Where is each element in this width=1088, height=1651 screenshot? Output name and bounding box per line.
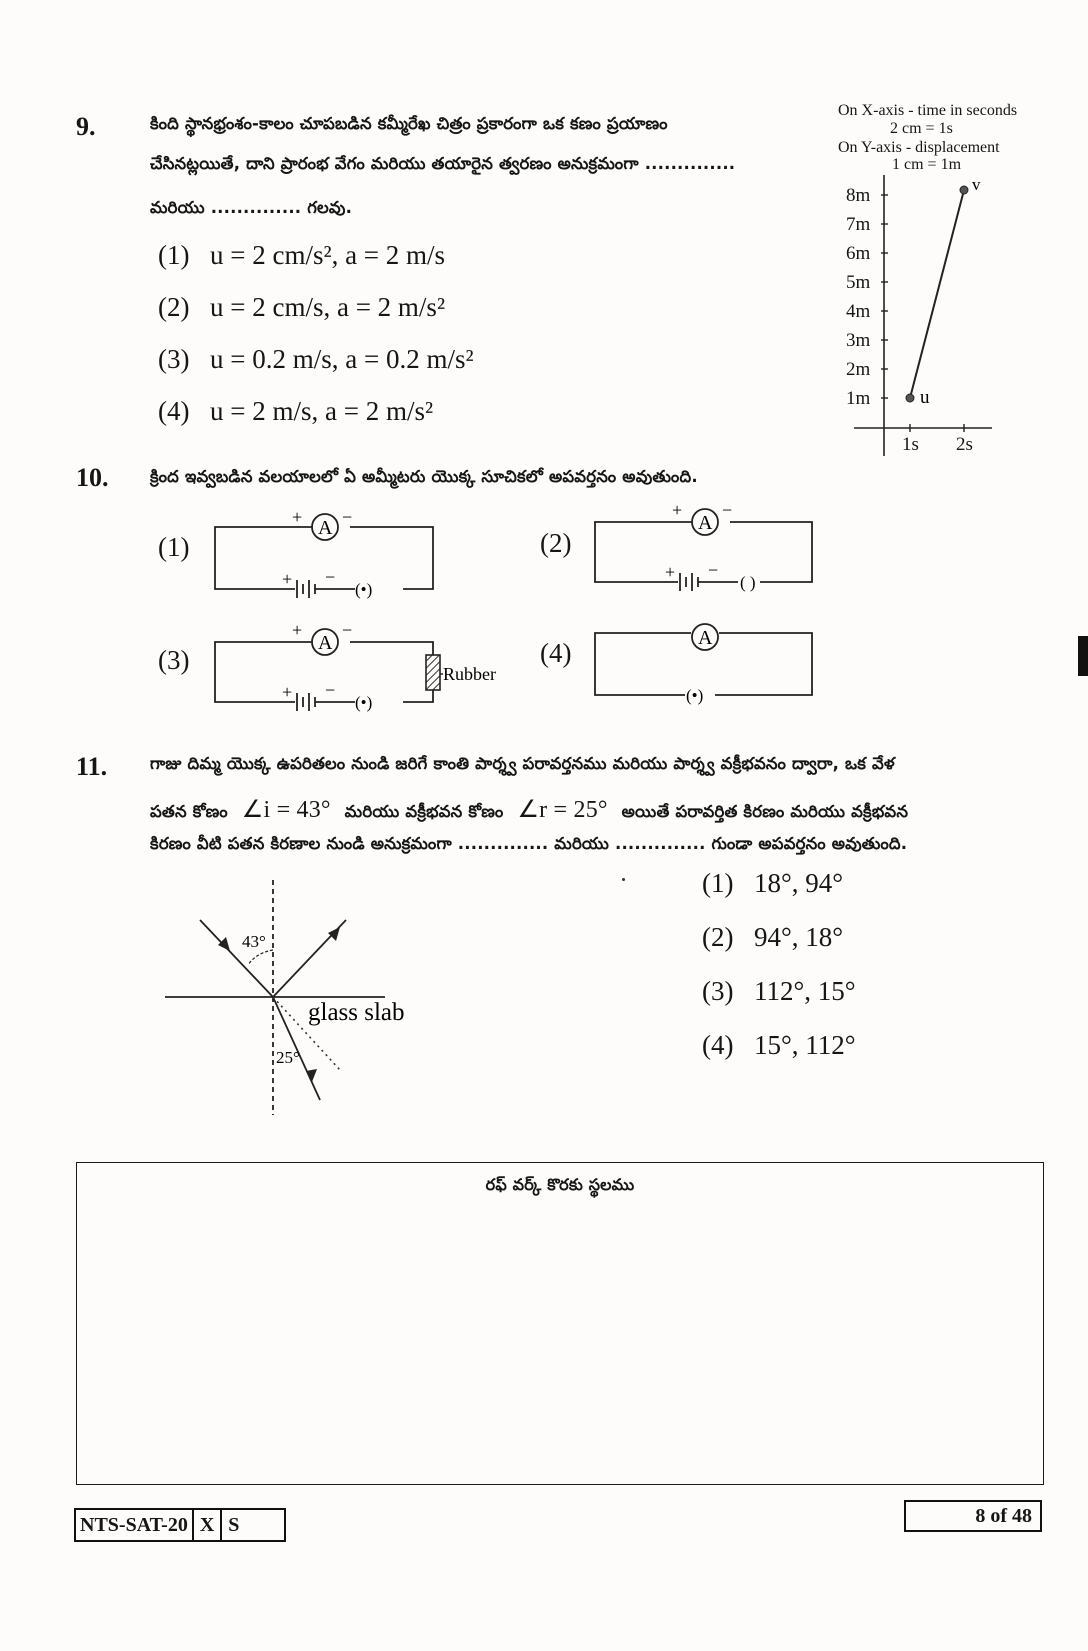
option-number: (4) [158,396,190,426]
option-text: u = 0.2 m/s, a = 0.2 m/s² [210,344,474,374]
angle-r: ∠r = 25° [517,797,608,823]
q9-number: 9. [76,112,96,141]
q11-number: 11. [76,752,108,781]
q11-option-2[interactable] [702,922,843,953]
page-number: 8 of 48 [904,1500,1042,1532]
refraction-diagram [160,875,450,1120]
q11-text-part: అయితే పరావర్తిత కిరణం మరియు వక్రీభవన [621,802,909,821]
angle-i-label: 43° [242,932,266,951]
graph-line [910,190,964,398]
plus-sign: + [672,500,683,520]
option-text: 112°, 15° [754,976,856,1006]
graph-y-axis-note: On Y-axis - displacement [838,139,1000,156]
plus-sign: + [282,682,293,702]
minus-sign: − [325,680,336,700]
arrow-icon [328,927,340,941]
footer-code-box [74,1508,286,1542]
q9-text-line1: కింది స్థానభ్రంశం-కాలం చూపబడిన కమ్మీరేఖ చిత్రం ప్రకారంగా ఒక కణం ప్రయాణం [150,114,668,133]
y-tick-label: 8m [846,185,871,206]
x-tick-label: 1s [902,434,919,455]
option-text: 18°, 94° [754,868,844,898]
option-text: u = 2 cm/s², a = 2 m/s [210,240,446,270]
y-tick-label: 1m [846,388,871,409]
key-open: ( ) [740,573,756,592]
glass-slab-label: glass slab [308,999,405,1026]
plus-sign: + [665,562,676,582]
y-tick-label: 3m [846,330,871,351]
option-number: (1) [702,868,734,898]
rough-work-box[interactable] [76,1162,1044,1485]
minus-sign: − [722,500,733,520]
circuit-1 [205,505,445,605]
q11-text-line3: కిరణం వీటి పతన కిరణాల నుండి అనుక్రమంగా .............. మరియు .............. గుండా అపవర్తనం అవుతుంది. [150,834,908,853]
q9-option-2[interactable] [158,292,445,323]
q11-option-4[interactable] [702,1030,856,1061]
minus-sign: − [342,507,353,527]
circuit-3 [205,620,515,720]
option-number: (4) [540,638,572,668]
option-text: 94°, 18° [754,922,844,952]
q9-option-4[interactable] [158,396,433,427]
y-tick-label: 2m [846,359,871,380]
graph-y-scale: 1 cm = 1m [892,156,962,173]
point-u [906,394,914,402]
point-u-label: u [920,387,930,408]
rough-work-title: రఫ్ వర్క్ కొరకు స్థలము [485,1175,635,1194]
class-code: X [194,1510,222,1540]
minus-sign: − [708,560,719,580]
circuit-2 [590,500,830,600]
q9-text-line2: చేసినట్లయితే, దాని ప్రారంభ వేగం మరియు తయారైన త్వరణం అనుక్రమంగా .............. [150,154,736,173]
paper-code: NTS-SAT-20 [76,1510,194,1540]
q10-option-1[interactable] [158,532,189,563]
minus-sign: − [342,620,353,640]
q11-text-line2 [150,795,908,825]
q9-text-line3: మరియు .............. గలవు. [150,198,353,217]
ammeter-label: A [318,517,333,539]
graph-x-axis-note: On X-axis - time in seconds [838,102,1018,119]
option-number: (2) [702,922,734,952]
ammeter-label: A [698,627,713,649]
key-closed: (•) [686,686,704,705]
y-tick-label: 6m [846,243,871,264]
ammeter-label: A [698,512,713,534]
option-number: (2) [540,528,572,558]
option-number: (3) [702,976,734,1006]
minus-sign: − [325,567,336,587]
option-number: (3) [158,344,190,374]
y-tick-label: 5m [846,272,871,293]
speck [622,878,625,881]
q10-option-2[interactable] [540,528,571,559]
q10-option-4[interactable] [540,638,571,669]
arrow-icon [218,937,230,951]
q9-option-3[interactable] [158,344,474,375]
option-text: u = 2 cm/s, a = 2 m/s² [210,292,446,322]
arrow-icon [306,1069,317,1082]
option-number: (4) [702,1030,734,1060]
rubber-insulator [426,655,440,690]
key-closed: (•) [355,580,373,599]
point-v-label: v [972,175,981,194]
q10-text: క్రింద ఇవ్వబడిన వలయాలలో ఏ అమ్మీటరు యొక్క సూచికలో అపవర్తనం అవుతుంది. [150,467,698,486]
option-number: (3) [158,645,190,675]
graph-x-scale: 2 cm = 1s [890,120,953,137]
q10-number: 10. [76,463,109,492]
q11-text-line1: గాజు దిమ్మ యొక్క ఉపరితలం నుండి జరిగే కాంతి పార్శ్వ పరావర్తనము మరియు పార్శ్వ వక్రీభవనం ద్వారా, ఒక వేళ [150,754,895,773]
point-v [960,186,968,194]
q11-text-part: మరియు వక్రీభవన కోణం [344,802,504,821]
ammeter-label: A [318,632,333,654]
plus-sign: + [292,620,303,640]
q11-text-part: పతన కోణం [150,802,228,821]
option-number: (2) [158,292,190,322]
plus-sign: + [282,569,293,589]
circuit-4 [590,620,830,710]
option-number: (1) [158,532,190,562]
plus-sign: + [292,507,303,527]
q11-option-1[interactable] [702,868,843,899]
q10-option-3[interactable] [158,645,189,676]
option-number: (1) [158,240,190,270]
edge-mark [1078,636,1088,676]
angle-i: ∠i = 43° [241,797,331,823]
key-closed: (•) [355,693,373,712]
medium-code: S [228,1514,240,1536]
rubber-label: Rubber [443,664,496,684]
displacement-time-graph [840,170,1010,460]
option-text: 15°, 112° [754,1030,856,1060]
q11-option-3[interactable] [702,976,856,1007]
angle-r-label: 25° [276,1048,300,1067]
option-text: u = 2 m/s, a = 2 m/s² [210,396,434,426]
y-tick-label: 7m [846,214,871,235]
y-tick-label: 4m [846,301,871,322]
q9-option-1[interactable] [158,240,445,271]
x-tick-label: 2s [956,434,973,455]
